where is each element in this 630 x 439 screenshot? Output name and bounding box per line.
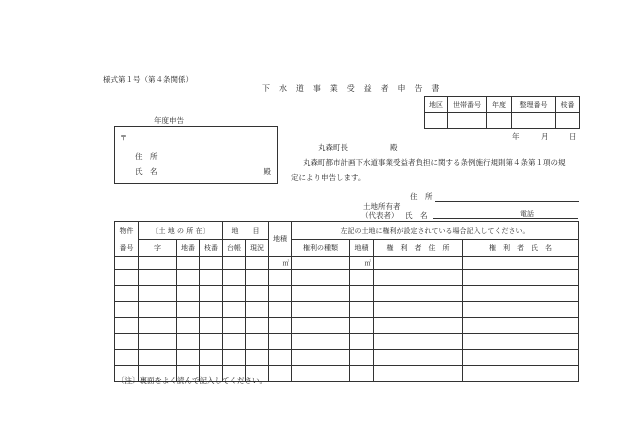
code-value-reference-no[interactable] (512, 113, 556, 129)
cell-chiban[interactable] (177, 257, 200, 270)
col-aza: 字 (139, 240, 177, 257)
property-table-header-2 (115, 240, 579, 257)
owner-name-label: 氏 名 (405, 211, 428, 220)
cell-right-type[interactable] (292, 366, 350, 382)
landowner-label: 土地所有者 (363, 202, 401, 211)
cell-chiban[interactable] (177, 286, 200, 302)
cell-holder-address[interactable] (374, 318, 463, 334)
cell-holder-address[interactable] (374, 334, 463, 350)
code-header-fiscal-year: 年度 (487, 97, 512, 113)
cell-holder-name[interactable] (463, 302, 579, 318)
declaration-text-line-1: 丸森町都市計画下水道事業受益者負担に関する条例施行規則第４条第１項の規 (303, 158, 566, 167)
col-number: 番号 (115, 240, 139, 257)
fiscal-year-report-label: 年度申告 (154, 116, 184, 125)
col-rights-note: 左記の土地に権利が設定されている場合記入してください。 (292, 222, 579, 240)
cell-right-area[interactable] (350, 366, 374, 382)
cell-edaban[interactable] (200, 302, 223, 318)
mailing-address-box (114, 126, 278, 184)
cell-number[interactable] (115, 350, 139, 366)
code-value-branch[interactable] (556, 113, 580, 129)
cell-daichou[interactable] (223, 302, 246, 318)
cell-chiban[interactable] (177, 350, 200, 366)
table-row (115, 302, 579, 318)
document-title: 下 水 道 事 業 受 益 者 申 告 書 (262, 84, 443, 93)
cell-right-area[interactable] (350, 350, 374, 366)
col-genkyo: 現況 (246, 240, 269, 257)
cell-genkyo[interactable] (246, 286, 269, 302)
right-area-unit-sqm: ㎡ (364, 259, 371, 267)
col-area: 地積 (269, 222, 292, 257)
code-value-fiscal-year[interactable] (487, 113, 512, 129)
col-holder-address: 権 利 者 住 所 (374, 240, 463, 257)
cell-area[interactable] (269, 350, 292, 366)
cell-holder-address[interactable] (374, 350, 463, 366)
cell-area[interactable] (269, 286, 292, 302)
col-chimoku: 地 目 (223, 222, 269, 240)
cell-number[interactable] (115, 318, 139, 334)
table-row (115, 286, 579, 302)
cell-holder-name[interactable] (463, 257, 579, 270)
form-number: 様式第１号（第４条関係） (103, 75, 193, 84)
table-row (115, 270, 579, 286)
declaration-text-line-2: 定により申告します。 (291, 173, 366, 182)
owner-name-line[interactable] (433, 218, 578, 219)
code-value-district[interactable] (425, 113, 448, 129)
cell-holder-name[interactable] (463, 286, 579, 302)
filing-date (512, 131, 577, 142)
cell-holder-address[interactable] (374, 286, 463, 302)
cell-number[interactable] (115, 302, 139, 318)
date-year-label: 年 (512, 132, 520, 141)
cell-holder-name[interactable] (463, 318, 579, 334)
representative-label: （代表者） (361, 211, 399, 220)
cell-holder-name[interactable] (463, 350, 579, 366)
addressee (318, 142, 398, 153)
cell-right-area[interactable] (350, 334, 374, 350)
col-property: 物件 (115, 222, 139, 240)
cell-number[interactable] (115, 334, 139, 350)
cell-holder-address[interactable] (374, 270, 463, 286)
col-right-area: 地積 (350, 240, 374, 257)
cell-chiban[interactable] (177, 270, 200, 286)
cell-right-area[interactable] (350, 257, 374, 270)
cell-genkyo[interactable] (246, 318, 269, 334)
addressee-honorific: 殿 (390, 143, 398, 152)
date-day-label: 日 (569, 132, 577, 141)
cell-right-type[interactable] (292, 302, 350, 318)
col-right-type: 権利の種類 (292, 240, 350, 257)
col-location: 〔土 地 の 所 在〕 (139, 222, 223, 240)
cell-area[interactable] (269, 366, 292, 382)
postal-mark: 〒 (120, 134, 127, 142)
mailing-honorific: 殿 (263, 167, 271, 176)
cell-daichou[interactable] (223, 350, 246, 366)
code-header-household: 世帯番号 (448, 97, 487, 113)
col-chiban: 地番 (177, 240, 200, 257)
code-value-row (425, 113, 580, 129)
cell-right-type[interactable] (292, 318, 350, 334)
cell-chiban[interactable] (177, 302, 200, 318)
cell-holder-name[interactable] (463, 334, 579, 350)
cell-chiban[interactable] (177, 334, 200, 350)
cell-right-type[interactable] (292, 257, 350, 270)
cell-holder-address[interactable] (374, 366, 463, 382)
addressee-mayor: 丸森町長 (318, 143, 348, 152)
cell-genkyo[interactable] (246, 350, 269, 366)
owner-address-line[interactable] (435, 193, 579, 202)
cell-area[interactable] (269, 318, 292, 334)
property-table-header-1 (115, 222, 579, 240)
cell-right-area[interactable] (350, 270, 374, 286)
cell-right-type[interactable] (292, 286, 350, 302)
table-row (115, 334, 579, 350)
cell-genkyo[interactable] (246, 257, 269, 270)
cell-daichou[interactable] (223, 318, 246, 334)
cell-right-area[interactable] (350, 302, 374, 318)
property-table (114, 221, 579, 382)
code-value-household[interactable] (448, 113, 487, 129)
footnote: 〔注〕裏面をよく読んで記入してください。 (117, 376, 267, 385)
cell-edaban[interactable] (200, 350, 223, 366)
table-row (115, 350, 579, 366)
col-daichou: 台帳 (223, 240, 246, 257)
cell-number[interactable] (115, 286, 139, 302)
cell-genkyo[interactable] (246, 334, 269, 350)
cell-edaban[interactable] (200, 334, 223, 350)
cell-holder-address[interactable] (374, 302, 463, 318)
cell-daichou[interactable] (223, 286, 246, 302)
date-month-label: 月 (541, 132, 549, 141)
cell-aza[interactable] (139, 257, 177, 270)
mailing-address-label: 住 所 (135, 152, 158, 161)
cell-right-type[interactable] (292, 334, 350, 350)
unit-row (115, 257, 579, 270)
cell-daichou[interactable] (223, 334, 246, 350)
cell-holder-name[interactable] (463, 270, 579, 286)
col-holder-name: 権 利 者 氏 名 (463, 240, 579, 257)
code-header-branch: 枝番 (556, 97, 580, 113)
cell-area[interactable] (269, 334, 292, 350)
code-header-district: 地区 (425, 97, 448, 113)
cell-edaban[interactable] (200, 257, 223, 270)
code-header-row (425, 97, 580, 113)
owner-address-label: 住 所 (410, 192, 433, 201)
cell-right-type[interactable] (292, 350, 350, 366)
cell-edaban[interactable] (200, 286, 223, 302)
cell-genkyo[interactable] (246, 270, 269, 286)
cell-area[interactable] (269, 302, 292, 318)
cell-edaban[interactable] (200, 318, 223, 334)
cell-genkyo[interactable] (246, 302, 269, 318)
cell-right-area[interactable] (350, 318, 374, 334)
col-edaban: 枝番 (200, 240, 223, 257)
cell-holder-name[interactable] (463, 366, 579, 382)
cell-daichou[interactable] (223, 270, 246, 286)
cell-right-area[interactable] (350, 286, 374, 302)
cell-chiban[interactable] (177, 318, 200, 334)
cell-aza[interactable] (139, 334, 177, 350)
cell-aza[interactable] (139, 302, 177, 318)
mailing-name-label: 氏 名 (135, 167, 158, 176)
owner-address-field[interactable] (410, 191, 579, 202)
owner-phone-label: 電話 (520, 210, 534, 218)
cell-right-type[interactable] (292, 270, 350, 286)
cell-holder-address[interactable] (374, 257, 463, 270)
reference-code-table (424, 96, 580, 129)
cell-area[interactable] (269, 270, 292, 286)
cell-daichou[interactable] (223, 257, 246, 270)
cell-area[interactable] (269, 257, 292, 270)
table-row (115, 318, 579, 334)
cell-number[interactable] (115, 270, 139, 286)
area-unit-sqm: ㎡ (282, 259, 289, 267)
cell-aza[interactable] (139, 286, 177, 302)
cell-aza[interactable] (139, 318, 177, 334)
cell-aza[interactable] (139, 270, 177, 286)
cell-edaban[interactable] (200, 270, 223, 286)
code-header-reference-no: 整理番号 (512, 97, 556, 113)
cell-aza[interactable] (139, 350, 177, 366)
cell-number[interactable] (115, 257, 139, 270)
